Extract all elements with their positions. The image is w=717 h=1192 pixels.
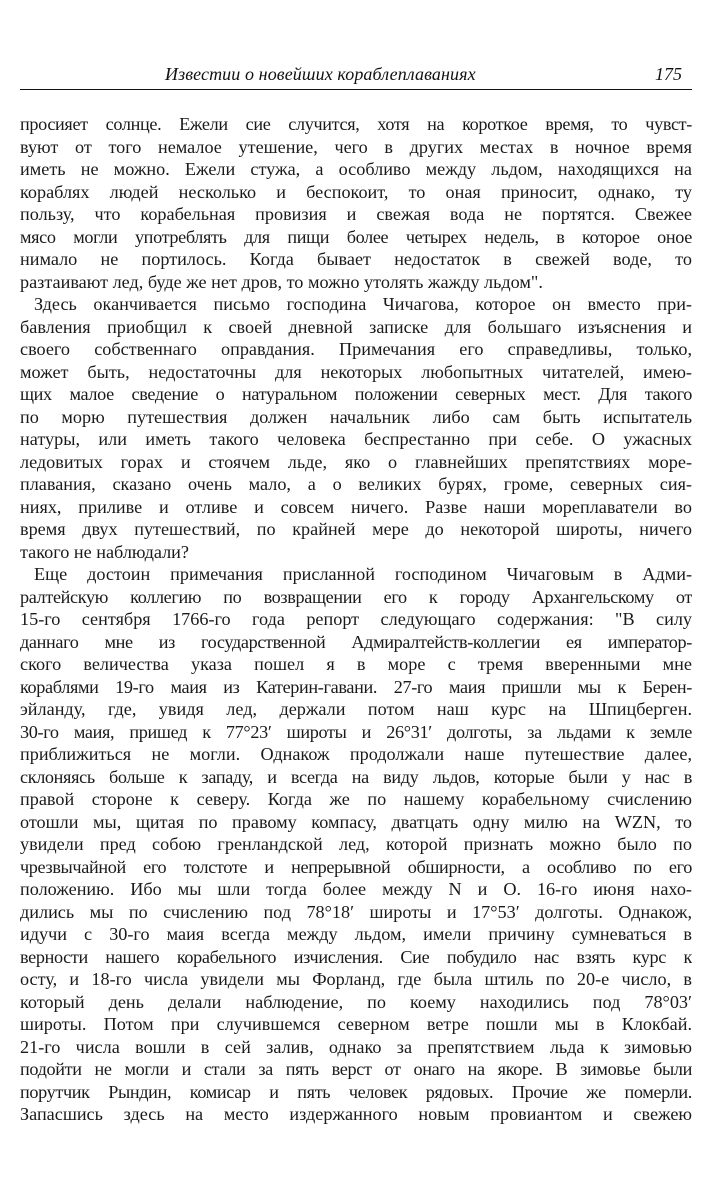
text-line: разтаивают лед, буде же нет дров, то можно утолять жажду льдом".	[20, 271, 543, 292]
text-line: такого не наблюдали?	[20, 541, 189, 562]
text-line: нимало не портилось. Когда бывает недостаток в свежей воде, то	[20, 249, 692, 269]
text-line: пользу, что корабельная провизия и свежая вода не портятся. Свежее	[20, 204, 692, 224]
text-line: ского величества указа пошел я в море с тремя вверенными мне	[20, 654, 692, 674]
text-line: дились мы по счислению под 78°18′ широты и 17°53′ долготы. Однакож,	[20, 901, 692, 922]
text-line: широты. Потом при случившемся северном ветре пошли мы в Клокбай.	[20, 1014, 692, 1034]
text-line: щих малое сведение о натуральном положении северных мест. Для такого	[20, 384, 692, 404]
text-line: вуют от того немалое утешение, чего в других местах в ночное время	[20, 136, 692, 157]
text-line: ниях, приливе и отливе и совсем ничего. Разве наши мореплаватели во	[20, 496, 692, 517]
text-line: мясо могли употреблять для пищи более четырех недель, в которое оное	[20, 226, 692, 247]
text-line: иметь не можно. Ежели стужа, а особливо между льдом, находящихся на	[20, 159, 692, 179]
text-line: подойти не могли и стали за пять верст от онаго на якоре. В зимовье были	[20, 1059, 692, 1079]
running-head	[20, 62, 692, 90]
page-number: 175	[655, 64, 682, 84]
body-text	[20, 113, 692, 1126]
text-line: по морю путешествия должен начальник либо сам быть испытатель	[20, 406, 692, 427]
text-line: ралтейскую коллегию по возвращении его к городу Архангельскому от	[20, 586, 692, 607]
text-line: Еще достоин примечания присланной господином Чичаговым в Адми-	[34, 564, 692, 584]
text-line: кораблях людей несколько и беспокоит, то оная приносит, однако, ту	[20, 181, 692, 202]
text-line: который день делали наблюдение, по коему находились под 78°03′	[20, 991, 692, 1012]
text-line: эйланду, где, увидя лед, держали потом наш курс на Шпицберген.	[20, 699, 692, 719]
text-line: увидели пред собою гренландской лед, которой признать можно было по	[20, 834, 692, 854]
text-line: отошли мы, щитая по правому компасу, дватцать одну милю на WZN, то	[20, 811, 692, 832]
text-line: может быть, недостаточны для некоторых любопытных читателей, имею-	[20, 361, 692, 382]
text-line: 21-го числа вошли в сей залив, однако за препятствием льда к зимовью	[20, 1036, 692, 1057]
text-line: время двух путешествий, по крайней мере до некоторой широты, ничего	[20, 519, 692, 539]
text-line: ледовитых горах и стоячем льде, яко о главнейших препятствиях море-	[20, 451, 692, 472]
text-line: бавления приобщил к своей дневной записке для большаго изъяснения и	[20, 316, 692, 337]
text-line: правой стороне к северу. Когда же по нашему корабельному счислению	[20, 789, 692, 809]
text-line: приближиться не могли. Однакож продолжали наше путешествие далее,	[20, 744, 692, 764]
text-line: положению. Ибо мы шли тогда более между N и О. 16-го июня нахо-	[20, 879, 692, 899]
running-head-title: Известии о новейших кораблеплаваниях	[165, 64, 476, 84]
text-line: 15-го сентября 1766-го года репорт следующаго содержания: "В силу	[20, 609, 692, 629]
text-line: своего собственнаго оправдания. Примечания его справедливы, только,	[20, 339, 692, 359]
text-line: кораблями 19-го маия из Катерин-гавани. 27-го маия пришли мы к Берен-	[20, 676, 692, 697]
text-line: верности нашего корабельного изчисления. Сие побудило нас взять курс к	[20, 946, 692, 967]
text-line: Здесь оканчивается письмо господина Чичагова, которое он вместо при-	[34, 294, 692, 314]
text-line: натуры, или иметь такого человека беспрестанно при себе. О ужасных	[20, 429, 692, 449]
text-line: склоняясь больше к западу, и всегда на виду льдов, которые были у нас в	[20, 766, 692, 787]
text-line: чрезвычайной его толстоте и непрерывной обширности, а особливо по его	[20, 856, 692, 877]
text-line: Запасшись здесь на место издержанного новым провиантом и свежею	[20, 1104, 692, 1124]
text-line: 30-го маия, пришед к 77°23′ широты и 26°31′ долготы, за льдами к земле	[20, 721, 692, 742]
text-line: плавания, сказано очень мало, а о великих бурях, громе, северных сия-	[20, 474, 692, 494]
text-line: порутчик Рындин, комисар и пять человек рядовых. Прочие же померли.	[20, 1081, 692, 1102]
text-line: идучи с 30-го маия всегда между льдом, имели причину сумневаться в	[20, 924, 692, 944]
text-line: осту, и 18-го числа увидели мы Форланд, где была штиль по 20-е число, в	[20, 969, 692, 989]
text-line: просияет солнце. Ежели сие случится, хотя на короткое время, то чувст-	[20, 114, 692, 134]
text-line: даннаго мне из государственной Адмиралтейств-коллегии ея император-	[20, 631, 692, 652]
